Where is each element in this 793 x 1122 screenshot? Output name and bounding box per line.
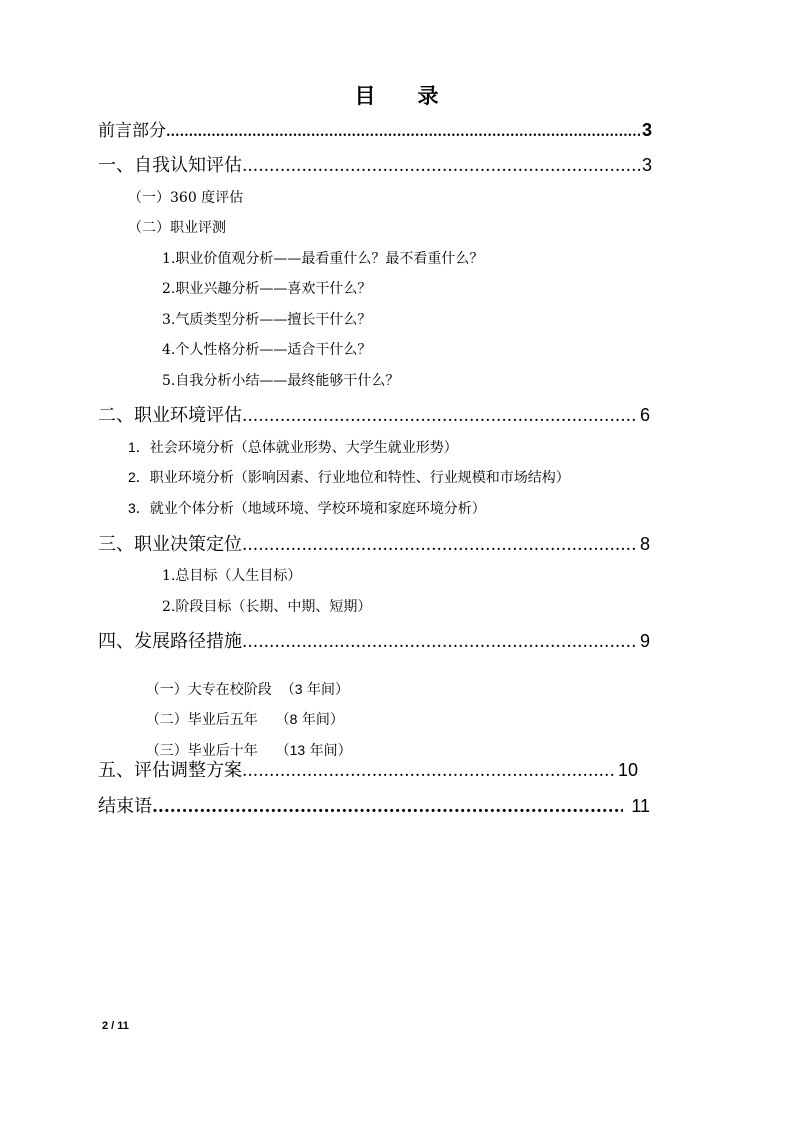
toc-subentry[interactable] (128, 467, 570, 487)
toc-page-number: 8 (639, 534, 650, 554)
toc-subentry[interactable]: （一）360 度评估 (128, 190, 244, 206)
toc-subsubentry[interactable]: 2.职业兴趣分析——喜欢干什么？ (162, 281, 372, 297)
toc-page-number: 6 (639, 405, 650, 425)
toc-subsubentry[interactable]: 5.自我分析小结——最终能够干什么？ (162, 373, 400, 389)
toc-entry-section-4[interactable] (98, 627, 650, 653)
toc-page-number: 9 (639, 631, 650, 651)
toc-subentry-number: 8 (289, 711, 298, 727)
toc-subsubentry[interactable]: 1.职业价值观分析——最看重什么？最不看重什么？ (162, 251, 484, 267)
toc-entry-conclusion[interactable] (98, 792, 650, 818)
toc-subentry[interactable]: 2.阶段目标（长期、中期、短期） (162, 599, 372, 615)
toc-title-char-2: 录 (417, 83, 439, 108)
toc-subentry-text: 就业个体分析（地域环境、学校环境和家庭环境分析） (149, 501, 486, 517)
toc-subentry[interactable] (128, 437, 458, 457)
toc-entry-preface[interactable] (98, 116, 652, 141)
toc-entry-label: 四、发展路径措施 (98, 631, 242, 652)
toc-page-number: 3 (641, 120, 652, 140)
toc-entry-label: 一、自我认知评估 (98, 155, 242, 176)
toc-leader-dots (242, 632, 638, 652)
toc-subentry-number: 13 (289, 742, 306, 758)
toc-leader-dots (242, 156, 640, 176)
toc-subentry-suffix: 年间） (302, 682, 349, 698)
toc-subentry-text: 职业环境分析（影响因素、行业地位和特性、行业规模和市场结构） (149, 470, 570, 486)
toc-subentry-number: 1． (128, 439, 150, 455)
toc-page-number: 10 (617, 760, 638, 780)
toc-subsubentry[interactable]: 3.气质类型分析——擅长干什么？ (162, 312, 372, 328)
toc-subentry[interactable]: 1.总目标（人生目标） (162, 568, 302, 584)
toc-entry-section-5[interactable] (98, 756, 638, 782)
toc-entry-label: 前言部分 (98, 121, 166, 141)
toc-subentry[interactable] (128, 498, 486, 518)
toc-subentry-number: 3 (294, 681, 303, 697)
toc-leader-dots (152, 797, 623, 817)
toc-subentry-suffix: 年间） (305, 743, 352, 759)
toc-subentry-number: 2． (128, 469, 150, 485)
toc-title (0, 80, 793, 110)
toc-entry-label: 三、职业决策定位 (98, 534, 242, 555)
toc-page-number: 3 (641, 155, 652, 175)
toc-subentry-prefix: （三）毕业后十年 （ (145, 743, 290, 759)
toc-subentry-text: 社会环境分析（总体就业形势、大学生就业形势） (149, 440, 458, 456)
toc-leader-dots (242, 535, 638, 555)
toc-entry-label: 五、评估调整方案 (98, 760, 242, 781)
toc-leader-dots (166, 125, 640, 140)
toc-leader-dots (242, 406, 638, 426)
toc-subentry[interactable]: （二）职业评测 (128, 220, 226, 236)
toc-entry-section-2[interactable] (98, 401, 650, 427)
toc-entry-section-3[interactable] (98, 530, 650, 556)
toc-subentry-prefix: （一）大专在校阶段 （ (145, 682, 295, 698)
toc-subsubentry[interactable]: 4.个人性格分析——适合干什么？ (162, 342, 372, 358)
toc-entry-label: 二、职业环境评估 (98, 405, 242, 426)
toc-entry-section-1[interactable] (98, 151, 652, 177)
toc-entry-label: 结束语 (98, 796, 152, 817)
toc-subentry-number: 3． (128, 500, 150, 516)
page-indicator: 2 / 11 (102, 1020, 129, 1032)
toc-page-number: 11 (631, 796, 650, 816)
toc-subentry-prefix: （二）毕业后五年 （ (145, 712, 290, 728)
toc-title-char-1: 目 (354, 83, 376, 108)
toc-leader-dots (242, 761, 616, 781)
toc-subentry-suffix: 年间） (297, 712, 344, 728)
